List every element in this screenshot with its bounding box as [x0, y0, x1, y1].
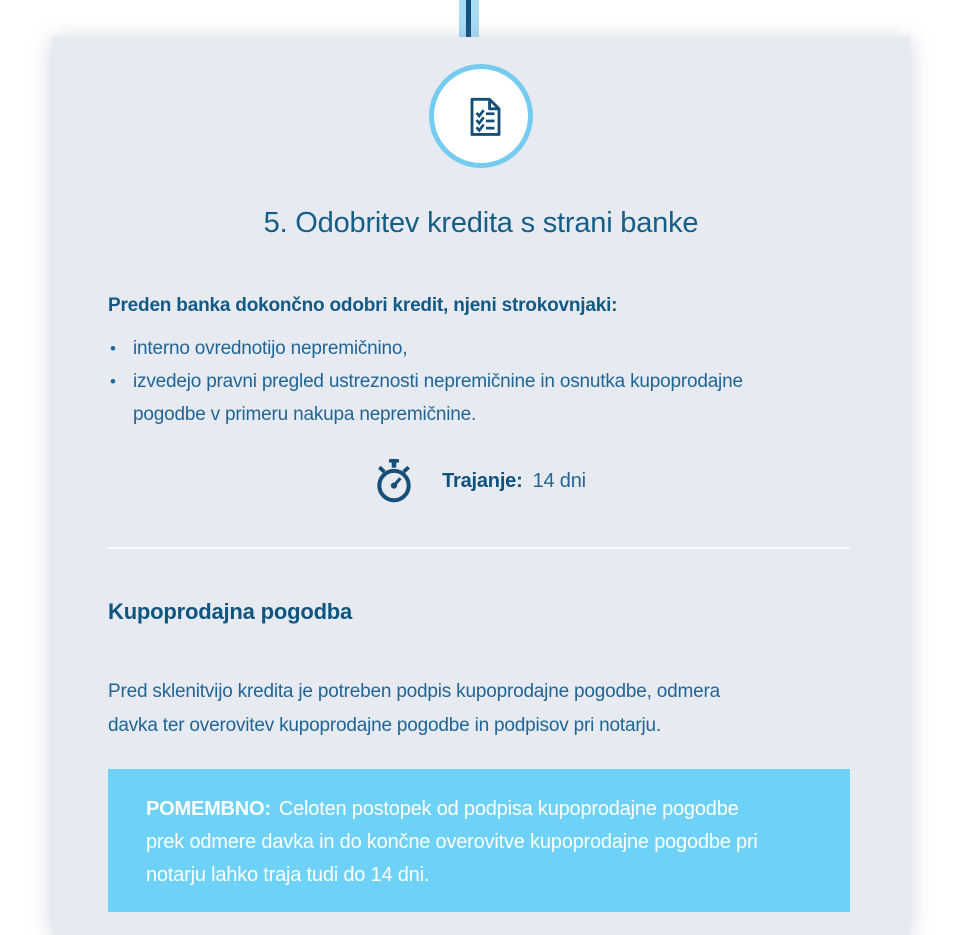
- list-item: • izvedejo pravni pregled ustreznosti nepremičnine in osnutka kupoprodajne pogodbe v primeru nakupa nepremičnine.: [108, 365, 850, 431]
- duration-row: [108, 455, 850, 507]
- notice-text: prek odmere davka in do končne overovitve kupoprodajne pogodbe pri: [146, 831, 758, 853]
- step-icon-badge: [429, 64, 533, 168]
- checklist-document-icon: [454, 89, 508, 143]
- timeline-connector-dark-stripe: [466, 0, 471, 38]
- stopwatch-icon: [372, 455, 416, 507]
- step-intro: Preden banka dokončno odobri kredit, njeni strokovnjaki:: [108, 295, 618, 316]
- step-card: [52, 37, 910, 935]
- section-heading: Kupoprodajna pogodba: [108, 599, 353, 624]
- timeline-connector: [459, 0, 479, 38]
- important-notice: [108, 769, 850, 912]
- section-paragraph: Pred sklenitvijo kredita je potreben podpis kupoprodajne pogodbe, odmera davka ter overovitev kupoprodajne pogodbe in podpisov pri notarju.: [108, 681, 720, 736]
- section-divider: [108, 547, 850, 549]
- duration-label: Trajanje:: [442, 469, 523, 492]
- notice-text: Celoten postopek od podpisa kupoprodajne pogodbe: [278, 798, 739, 820]
- step-bullet-list: [108, 332, 850, 431]
- notice-text: notarju lahko traja tudi do 14 dni.: [146, 864, 430, 886]
- notice-label: POMEMBNO:: [146, 798, 271, 820]
- step-content: [52, 294, 910, 912]
- list-item: • interno ovrednotijo nepremičnino,: [108, 332, 850, 365]
- step-title: 5. Odobritev kredita s strani banke: [263, 207, 699, 239]
- duration-value: 14 dni: [532, 469, 586, 492]
